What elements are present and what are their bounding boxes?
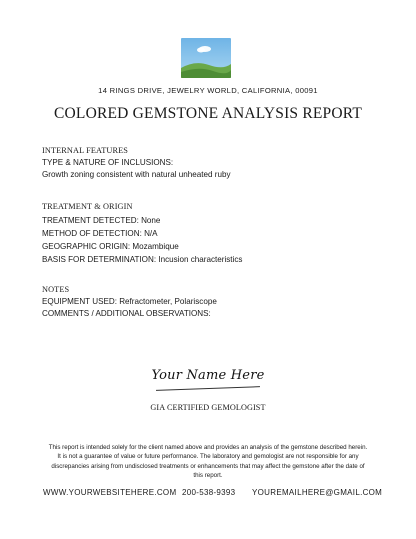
section-heading-treatment-origin: TREATMENT & ORIGIN: [42, 202, 133, 211]
geographic-origin-line: GEOGRAPHIC ORIGIN: Mozambique: [42, 242, 179, 251]
footer-email-link[interactable]: YOUREMAILHERE@GMAIL.COM: [252, 488, 383, 497]
report-title: COLORED GEMSTONE ANALYSIS REPORT: [53, 105, 363, 122]
lab-address: 14 RINGS DRIVE, JEWELRY WORLD, CALIFORNIA, 00091: [98, 86, 318, 95]
footer-phone: 200-538-9393: [182, 488, 236, 497]
section-heading-notes: NOTES: [42, 285, 70, 294]
equipment-line: EQUIPMENT USED: Refractometer, Polariscope: [42, 297, 217, 306]
signer-title: GIA CERTIFIED GEMOLOGIST: [150, 403, 266, 412]
disclaimer-text: This report is intended solely for the client named above and provides an analysis of the gemstone described herein. It is not a guarantee of value or future performance. The laboratory and gemologist are not responsible for any discrepancies arising from undisclosed treatments or enhancements that may affect the gemstone after the date of this report.: [48, 444, 368, 480]
determination-basis-line: BASIS FOR DETERMINATION: Incusion characteristics: [42, 255, 243, 264]
comments-line: COMMENTS / ADDITIONAL OBSERVATIONS:: [42, 309, 211, 318]
detection-method-line: METHOD OF DETECTION: N/A: [42, 229, 158, 238]
signature: Your Name Here: [151, 368, 265, 383]
treatment-detected-line: TREATMENT DETECTED: None: [42, 216, 161, 225]
section-heading-internal-features: INTERNAL FEATURES: [42, 146, 128, 155]
inclusions-value: Growth zoning consistent with natural unheated ruby: [42, 170, 231, 179]
inclusions-label: TYPE & NATURE OF INCLUSIONS:: [42, 158, 174, 167]
footer-website-link[interactable]: WWW.YOURWEBSITEHERE.COM: [43, 488, 177, 497]
landscape-photo-icon: [181, 38, 231, 78]
signature-underline: [156, 386, 260, 391]
